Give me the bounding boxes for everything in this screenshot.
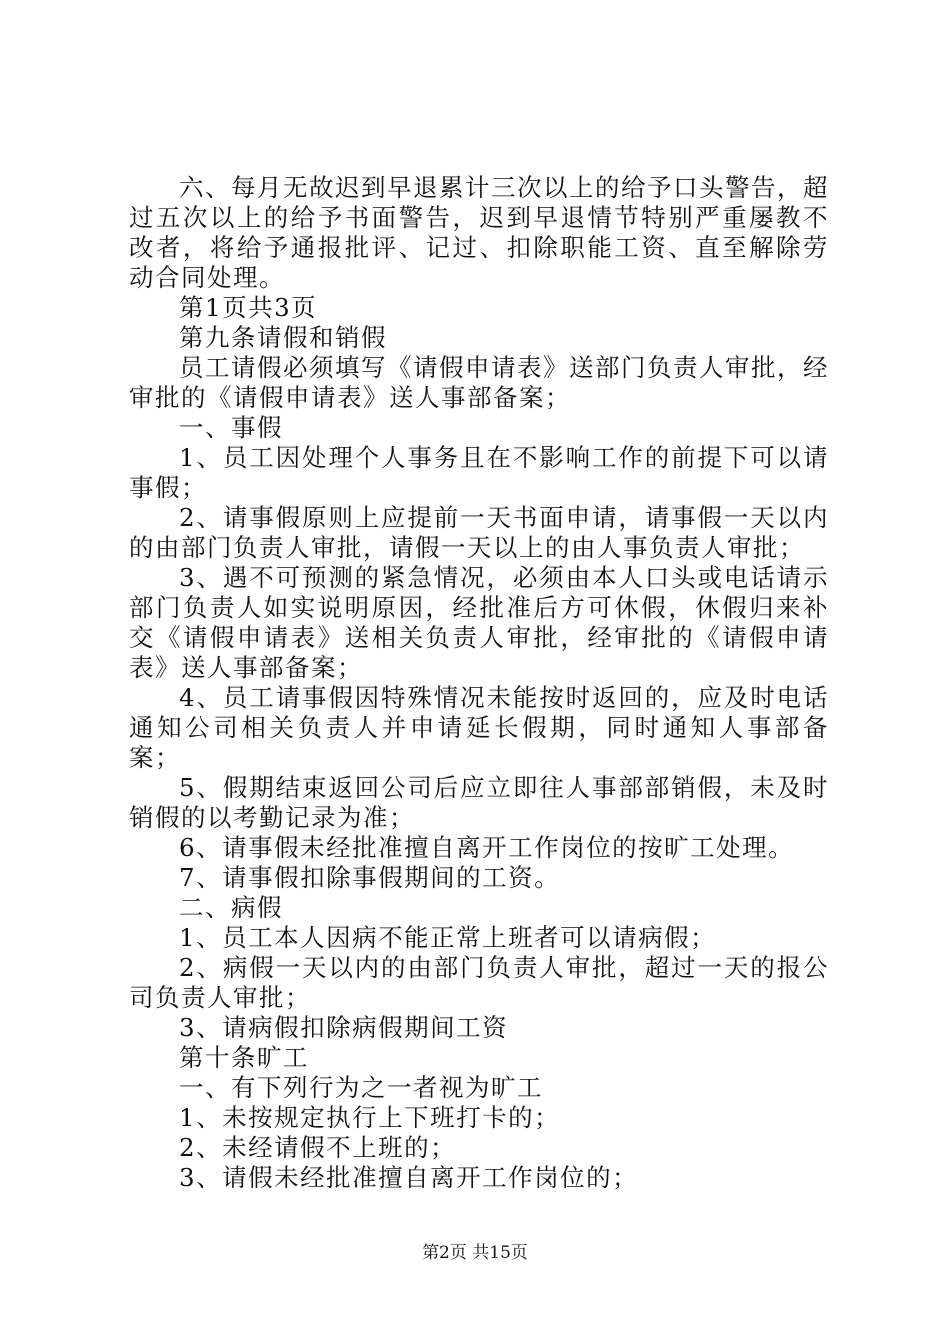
- list-item: 3、请病假扣除病假期间工资: [179, 1013, 509, 1042]
- page-number-label: 第2页 共15页: [422, 1243, 528, 1263]
- list-item: 5、假期结束返回公司后应立即往人事部部销假，未及时销假的以考勤记录为准；: [129, 773, 829, 832]
- section-heading-article-10: 第十条旷工: [179, 1043, 309, 1072]
- paragraph-warning-rules: 六、每月无故迟到早退累计三次以上的给予口头警告，超过五次以上的给予书面警告，迟到早退情节特别严重屡教不改者，将给予通报批评、记过、扣除职能工资、直至解除劳动合同处理。: [129, 173, 829, 292]
- list-item: 1、员工因处理个人事务且在不影响工作的前提下可以请事假；: [129, 443, 829, 502]
- paragraph-leave-application: 员工请假必须填写《请假申请表》送部门负责人审批，经审批的《请假申请表》送人事部备案；: [129, 353, 829, 412]
- subheading-personal-leave: 一、事假: [179, 413, 283, 442]
- list-item: 2、病假一天以内的由部门负责人审批，超过一天的报公司负责人审批；: [129, 953, 829, 1012]
- list-item: 7、请事假扣除事假期间的工资。: [179, 863, 561, 892]
- list-item: 2、请事假原则上应提前一天书面申请，请事假一天以内的由部门负责人审批，请假一天以上的由人事负责人审批；: [129, 503, 829, 562]
- list-item: 3、遇不可预测的紧急情况，必须由本人口头或电话请示部门负责人如实说明原因，经批准后方可休假，休假归来补交《请假申请表》送相关负责人审批，经审批的《请假申请表》送人事部备案；: [129, 563, 829, 682]
- document-body: [129, 173, 829, 1193]
- paragraph-inline-page-number: 第1页共3页: [179, 293, 318, 322]
- list-item: 1、未按规定执行上下班打卡的；: [179, 1103, 561, 1132]
- subheading-absenteeism: 一、有下列行为之一者视为旷工: [179, 1073, 543, 1102]
- list-item: 3、请假未经批准擅自离开工作岗位的；: [179, 1163, 639, 1192]
- list-item: 4、员工请事假因特殊情况未能按时返回的，应及时电话通知公司相关负责人并申请延长假期，同时通知人事部备案；: [129, 683, 829, 772]
- page-footer: [0, 1241, 950, 1265]
- section-heading-article-9: 第九条请假和销假: [179, 323, 387, 352]
- subheading-sick-leave: 二、病假: [179, 893, 283, 922]
- list-item: 2、未经请假不上班的；: [179, 1133, 457, 1162]
- list-item: 6、请事假未经批准擅自离开工作岗位的按旷工处理。: [179, 833, 795, 862]
- list-item: 1、员工本人因病不能正常上班者可以请病假；: [179, 923, 717, 952]
